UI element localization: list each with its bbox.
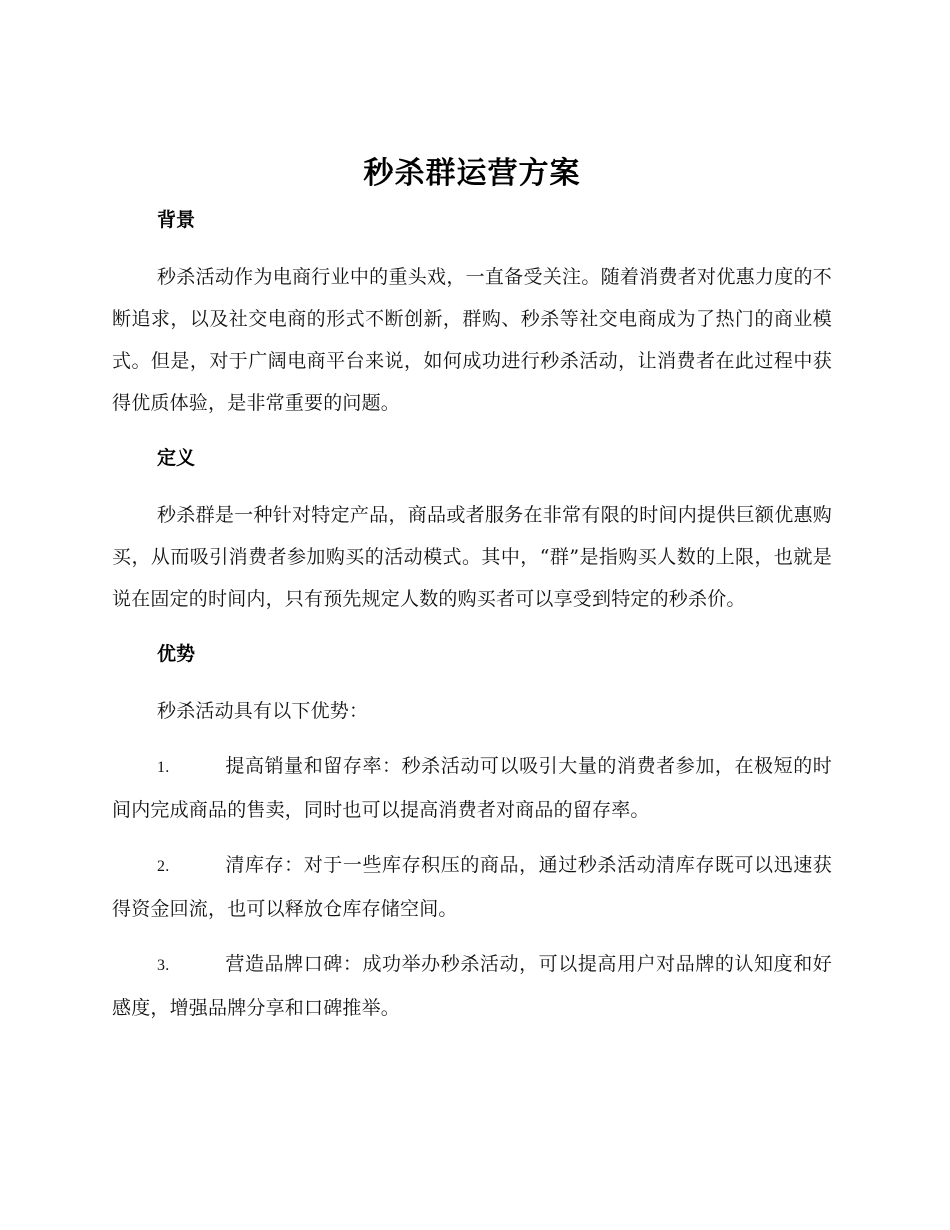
advantages-intro: 秒杀活动具有以下优势：: [157, 700, 369, 722]
document-title: 秒杀群运营方案: [363, 156, 581, 191]
section-heading-background: 背景: [157, 209, 196, 231]
spacer: [112, 930, 832, 943]
section-heading-definition: 定义: [157, 447, 196, 469]
spacer: [112, 620, 832, 632]
list-item-number: 3.: [157, 957, 170, 974]
list-item: [112, 943, 832, 1029]
spacer: [112, 676, 832, 690]
list-item: [112, 844, 832, 930]
list-item: [112, 745, 832, 831]
spacer: [112, 732, 832, 745]
list-item-text: 提高销量和留存率：秒杀活动可以吸引大量的消费者参加，在极短的时间内完成商品的售卖，同时也可以提高消费者对商品的留存率。: [112, 755, 832, 821]
section-heading-advantages: 优势: [157, 643, 196, 665]
document-body: [112, 150, 832, 1029]
list-item-text: 营造品牌口碑：成功举办秒杀活动，可以提高用户对品牌的认知度和好感度，增强品牌分享和口碑推举。: [112, 953, 832, 1019]
spacer: [112, 242, 832, 256]
definition-paragraph: 秒杀群是一种针对特定产品，商品或者服务在非常有限的时间内提供巨额优惠购买，从而吸引消费者参加购买的活动模式。其中，“群”是指购买人数的上限，也就是说在固定的时间内，只有预先规定人数的购买者可以享受到特定的秒杀价。: [112, 504, 832, 610]
spacer: [112, 480, 832, 494]
spacer: [112, 424, 832, 436]
background-paragraph: 秒杀活动作为电商行业中的重头戏，一直备受关注。随着消费者对优惠力度的不断追求，以及社交电商的形式不断创新，群购、秒杀等社交电商成为了热门的商业模式。但是，对于广阔电商平台来说，如何成功进行秒杀活动，让消费者在此过程中获得优质体验，是非常重要的问题。: [112, 266, 832, 414]
list-item-number: 2.: [157, 858, 170, 875]
list-item-number: 1.: [157, 759, 170, 776]
spacer: [112, 831, 832, 844]
list-item-text: 清库存：对于一些库存积压的商品，通过秒杀活动清库存既可以迅速获得资金回流，也可以释放仓库存储空间。: [112, 854, 832, 920]
